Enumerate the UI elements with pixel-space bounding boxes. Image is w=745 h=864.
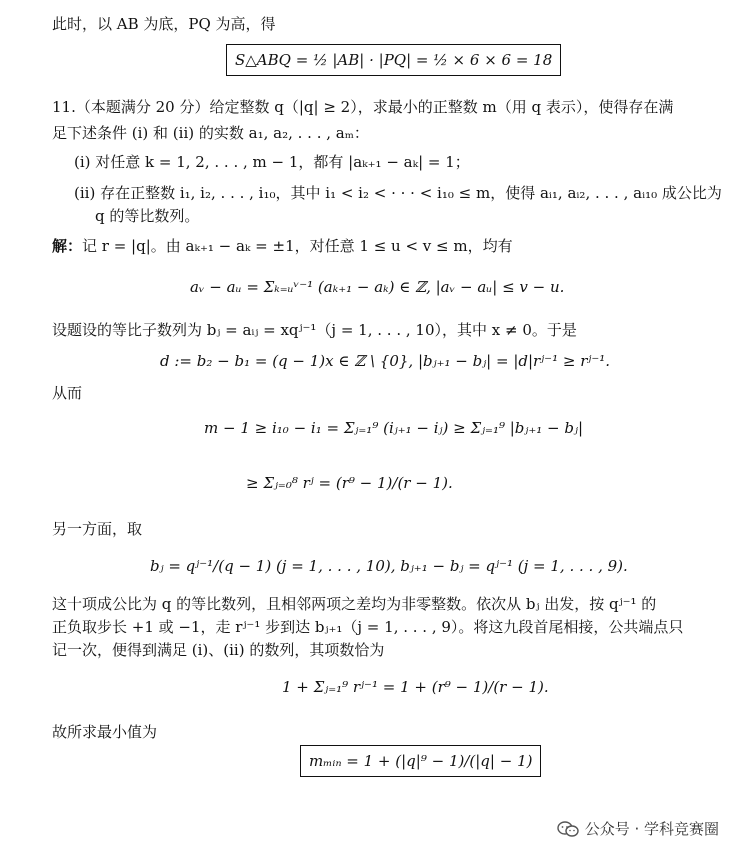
- intro-line: 此时，以 AB 为底，PQ 为高，得: [52, 15, 276, 33]
- construction-line-1: 这十项成公比为 q 的等比数列，且相邻两项之差均为非零整数。依次从 bⱼ 出发，按 qʲ⁻¹ 的: [52, 595, 657, 613]
- equation-chain-1: m − 1 ≥ i₁₀ − i₁ = Σⱼ₌₁⁹ (iⱼ₊₁ − iⱼ) ≥ Σⱼ₌₁⁹ |bⱼ₊₁ − bⱼ|: [204, 419, 584, 437]
- condition-ii-line-1: (ii) 存在正整数 i₁, i₂, . . . , i₁₀，其中 i₁ < i₂ < · · · < i₁₀ ≤ m，使得 aᵢ₁, aᵢ₂, . . . , aᵢ₁₀ 成公比为: [74, 184, 722, 202]
- equation-b: bⱼ = qʲ⁻¹/(q − 1) (j = 1, . . . , 10), bⱼ₊₁ − bⱼ = qʲ⁻¹ (j = 1, . . . , 9).: [150, 557, 628, 575]
- watermark-text: 公众号 · 学科竞赛圈: [584, 820, 719, 838]
- hence-line: 从而: [52, 384, 83, 402]
- condition-ii-line-2: q 的等比数列。: [95, 207, 200, 225]
- watermark: [557, 818, 719, 839]
- solution-label: 解：: [52, 237, 83, 255]
- problem-line-2: 足下述条件 (i) 和 (ii) 的实数 a₁, a₂, . . . , aₘ：: [52, 124, 369, 142]
- setup-line: 设题设的等比子数列为 bⱼ = aᵢⱼ = xqʲ⁻¹（j = 1, . . . , 10），其中 x ≠ 0。于是: [52, 321, 577, 339]
- solution-line-1: 记 r = |q|。由 aₖ₊₁ − aₖ = ±1，对任意 1 ≤ u < v ≤ m，均有: [82, 237, 513, 255]
- equation-sum-diff: aᵥ − aᵤ = Σₖ₌ᵤᵛ⁻¹ (aₖ₊₁ − aₖ) ∈ ℤ, |aᵥ − aᵤ| ≤ v − u.: [190, 278, 565, 296]
- area-result-box: S△ABQ = ½ |AB| · |PQ| = ½ × 6 × 6 = 18: [226, 44, 561, 76]
- condition-i: (i) 对任意 k = 1, 2, . . . , m − 1，都有 |aₖ₊₁ − aₖ| = 1；: [74, 153, 470, 171]
- problem-number-line: 11.（本题满分 20 分）给定整数 q（|q| ≥ 2），求最小的正整数 m（用 q 表示），使得存在满: [52, 98, 674, 116]
- equation-chain-2: ≥ Σⱼ₌₀⁸ rʲ = (r⁹ − 1)/(r − 1).: [246, 474, 453, 492]
- solution-paragraph: [52, 236, 721, 256]
- construction-line-3: 记一次，便得到满足 (i)、(ii) 的数列，其项数恰为: [52, 641, 385, 659]
- equation-count: 1 + Σⱼ₌₁⁹ rʲ⁻¹ = 1 + (r⁹ − 1)/(r − 1).: [282, 678, 549, 696]
- equation-d: d := b₂ − b₁ = (q − 1)x ∈ ℤ \ {0}, |bⱼ₊₁ − bⱼ| = |d|rʲ⁻¹ ≥ rʲ⁻¹.: [160, 352, 611, 370]
- wechat-icon: [557, 821, 579, 837]
- conclusion-line: 故所求最小值为: [52, 723, 158, 741]
- other-hand-line: 另一方面，取: [52, 520, 143, 538]
- answer-box: mₘᵢₙ = 1 + (|q|⁹ − 1)/(|q| − 1): [300, 745, 541, 777]
- construction-line-2: 正负取步长 +1 或 −1，走 rʲ⁻¹ 步到达 bⱼ₊₁（j = 1, . . . , 9）。将这九段首尾相接，公共端点只: [52, 618, 684, 636]
